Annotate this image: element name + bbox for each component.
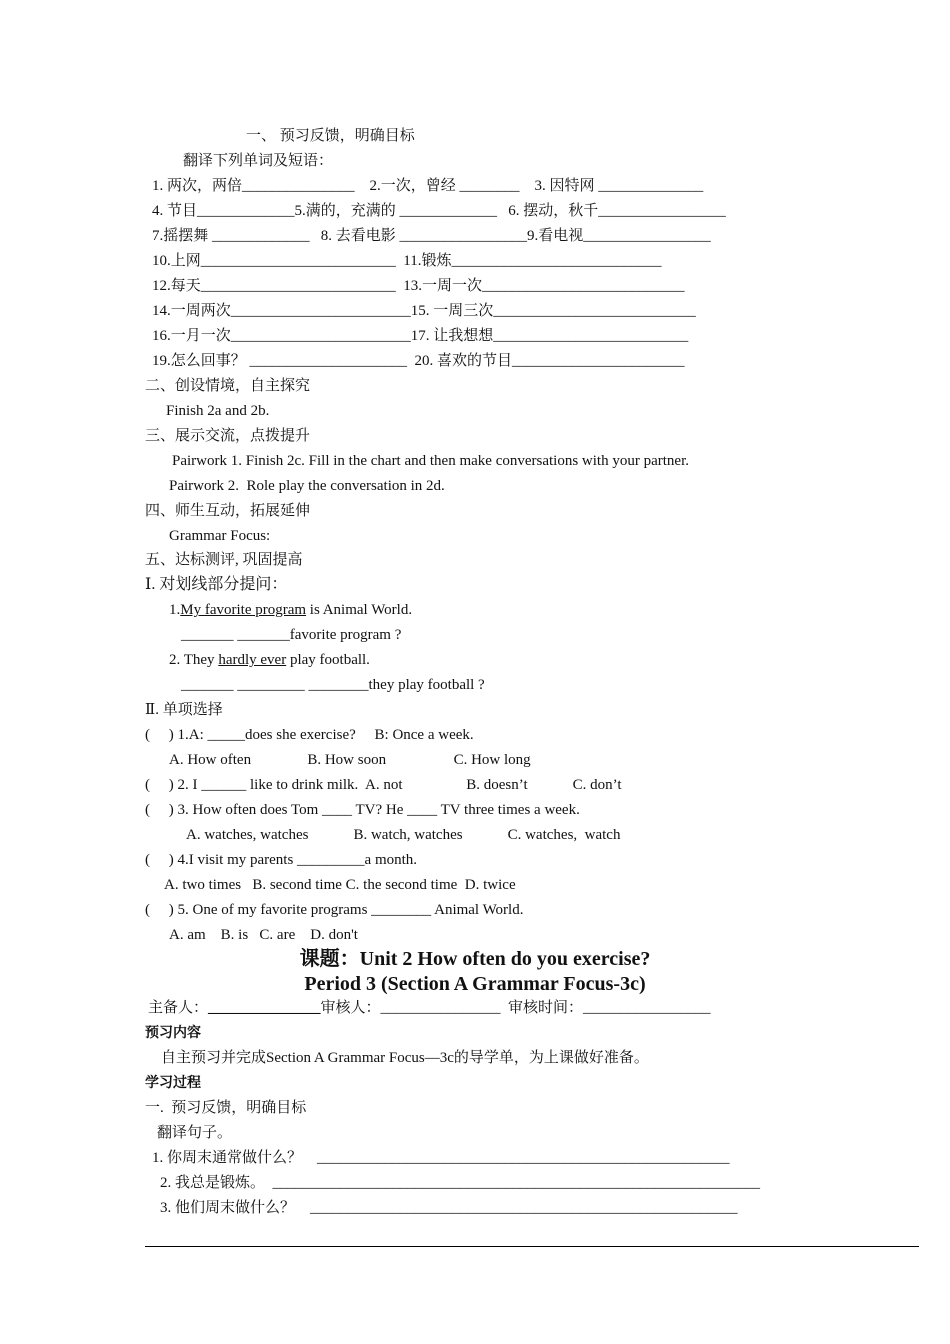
reviewer-blank: ________________	[380, 1000, 501, 1016]
preview-text: 自主预习并完成Section A Grammar Focus—3c的导学单，为上课做好准备。	[161, 1050, 649, 1066]
q1-prefix: 1.	[169, 602, 181, 618]
part2-heading: Ⅱ. 单项选择	[145, 702, 223, 718]
question-2	[169, 650, 370, 670]
q1-answer-blank: _______ _______favorite program ?	[181, 627, 402, 643]
staff-line	[148, 998, 711, 1018]
mc-question-2: ( ) 2. I ______ like to drink milk. A. not B. doesn’t C. don’t	[145, 777, 622, 793]
process-instruction: 翻译句子。	[157, 1125, 233, 1141]
process-heading: 学习过程	[145, 1075, 201, 1091]
process-sub-heading: 一. 预习反馈，明确目标	[145, 1100, 307, 1116]
q2-answer-blank: _______ _________ ________they play football ?	[181, 677, 485, 693]
section1-heading: 一、 预习反馈，明确目标	[246, 128, 415, 144]
q1-rest: is Animal World.	[306, 602, 413, 618]
vocab-row-5: 12.每天__________________________ 13.一周一次___________________________	[152, 278, 685, 294]
vocab-row-8: 19.怎么回事？ _____________________ 20. 喜欢的节目_______________________	[152, 353, 685, 369]
q2-rest: play football.	[286, 652, 370, 668]
grammar-focus-label: Grammar Focus:	[169, 528, 271, 544]
vocab-row-3: 7.摇摆舞 _____________ 8. 去看电影 _________________9.看电视_________________	[152, 228, 711, 244]
section2-text: Finish 2a and 2b.	[166, 403, 270, 419]
mc-question-5: ( ) 5. One of my favorite programs ________ Animal World.	[145, 902, 524, 918]
pairwork-2: Pairwork 2. Role play the conversation in 2d.	[169, 478, 445, 494]
vocab-row-1: 1. 两次，两倍_______________ 2.一次，曾经 ________ 3. 因特网 ______________	[152, 178, 704, 194]
q1-underlined: My favorite program	[180, 602, 307, 618]
part1-heading: Ⅰ. 对划线部分提问：	[145, 576, 288, 593]
section5-heading: 五、达标测评, 巩固提高	[145, 552, 303, 568]
question-1	[169, 600, 412, 620]
preparer-blank: _______________	[208, 1000, 321, 1016]
review-time-label: 审核时间：	[500, 1000, 584, 1016]
sentence-2: 2. 我总是锻炼。 _________________________________________________________________	[160, 1175, 761, 1191]
section3-heading: 三、展示交流，点拨提升	[145, 428, 311, 444]
pairwork-1: Pairwork 1. Finish 2c. Fill in the chart and then make conversations with your partner.	[172, 453, 689, 469]
mc-options-4: A. two times B. second time C. the second time D. twice	[164, 877, 516, 893]
mc-options-1: A. How often B. How soon C. How long	[169, 752, 531, 768]
vocab-row-2: 4. 节目_____________5.满的，充满的 _____________ 6. 摆动，秋千_________________	[152, 203, 726, 219]
q2-prefix: 2. They	[169, 652, 219, 668]
section2-heading: 二、创设情境，自主探究	[145, 378, 311, 394]
preview-heading: 预习内容	[145, 1025, 201, 1041]
reviewer-label: 审核人：	[320, 1000, 381, 1016]
preparer-label: 主备人：	[148, 1000, 209, 1016]
lesson-period: Period 3 (Section A Grammar Focus-3c)	[304, 973, 646, 995]
mc-question-3: ( ) 3. How often does Tom ____ TV? He ____ TV three times a week.	[145, 802, 580, 818]
section4-heading: 四、师生互动，拓展延伸	[145, 503, 311, 519]
lesson-title: 课题：Unit 2 How often do you exercise?	[299, 948, 651, 970]
mc-options-5: A. am B. is C. are D. don't	[169, 927, 358, 943]
sentence-3: 3. 他们周末做什么？ _________________________________________________________	[160, 1200, 738, 1216]
sentence-1: 1. 你周末通常做什么？ _______________________________________________________	[152, 1150, 730, 1166]
mc-question-1: ( ) 1.A: _____does she exercise? B: Once a week.	[145, 727, 474, 743]
vocab-row-4: 10.上网__________________________ 11.锻炼____________________________	[152, 253, 662, 269]
section1-instruction: 翻译下列单词及短语：	[183, 153, 334, 169]
bottom-rule	[145, 1246, 919, 1247]
vocab-row-7: 16.一月一次________________________17. 让我想想__________________________	[152, 328, 689, 344]
mc-options-3: A. watches, watches B. watch, watches C. watches, watch	[186, 827, 621, 843]
mc-question-4: ( ) 4.I visit my parents _________a month.	[145, 852, 418, 868]
vocab-row-6: 14.一周两次________________________15. 一周三次___________________________	[152, 303, 696, 319]
review-time-blank: _________________	[583, 1000, 711, 1016]
q2-underlined: hardly ever	[218, 652, 287, 668]
